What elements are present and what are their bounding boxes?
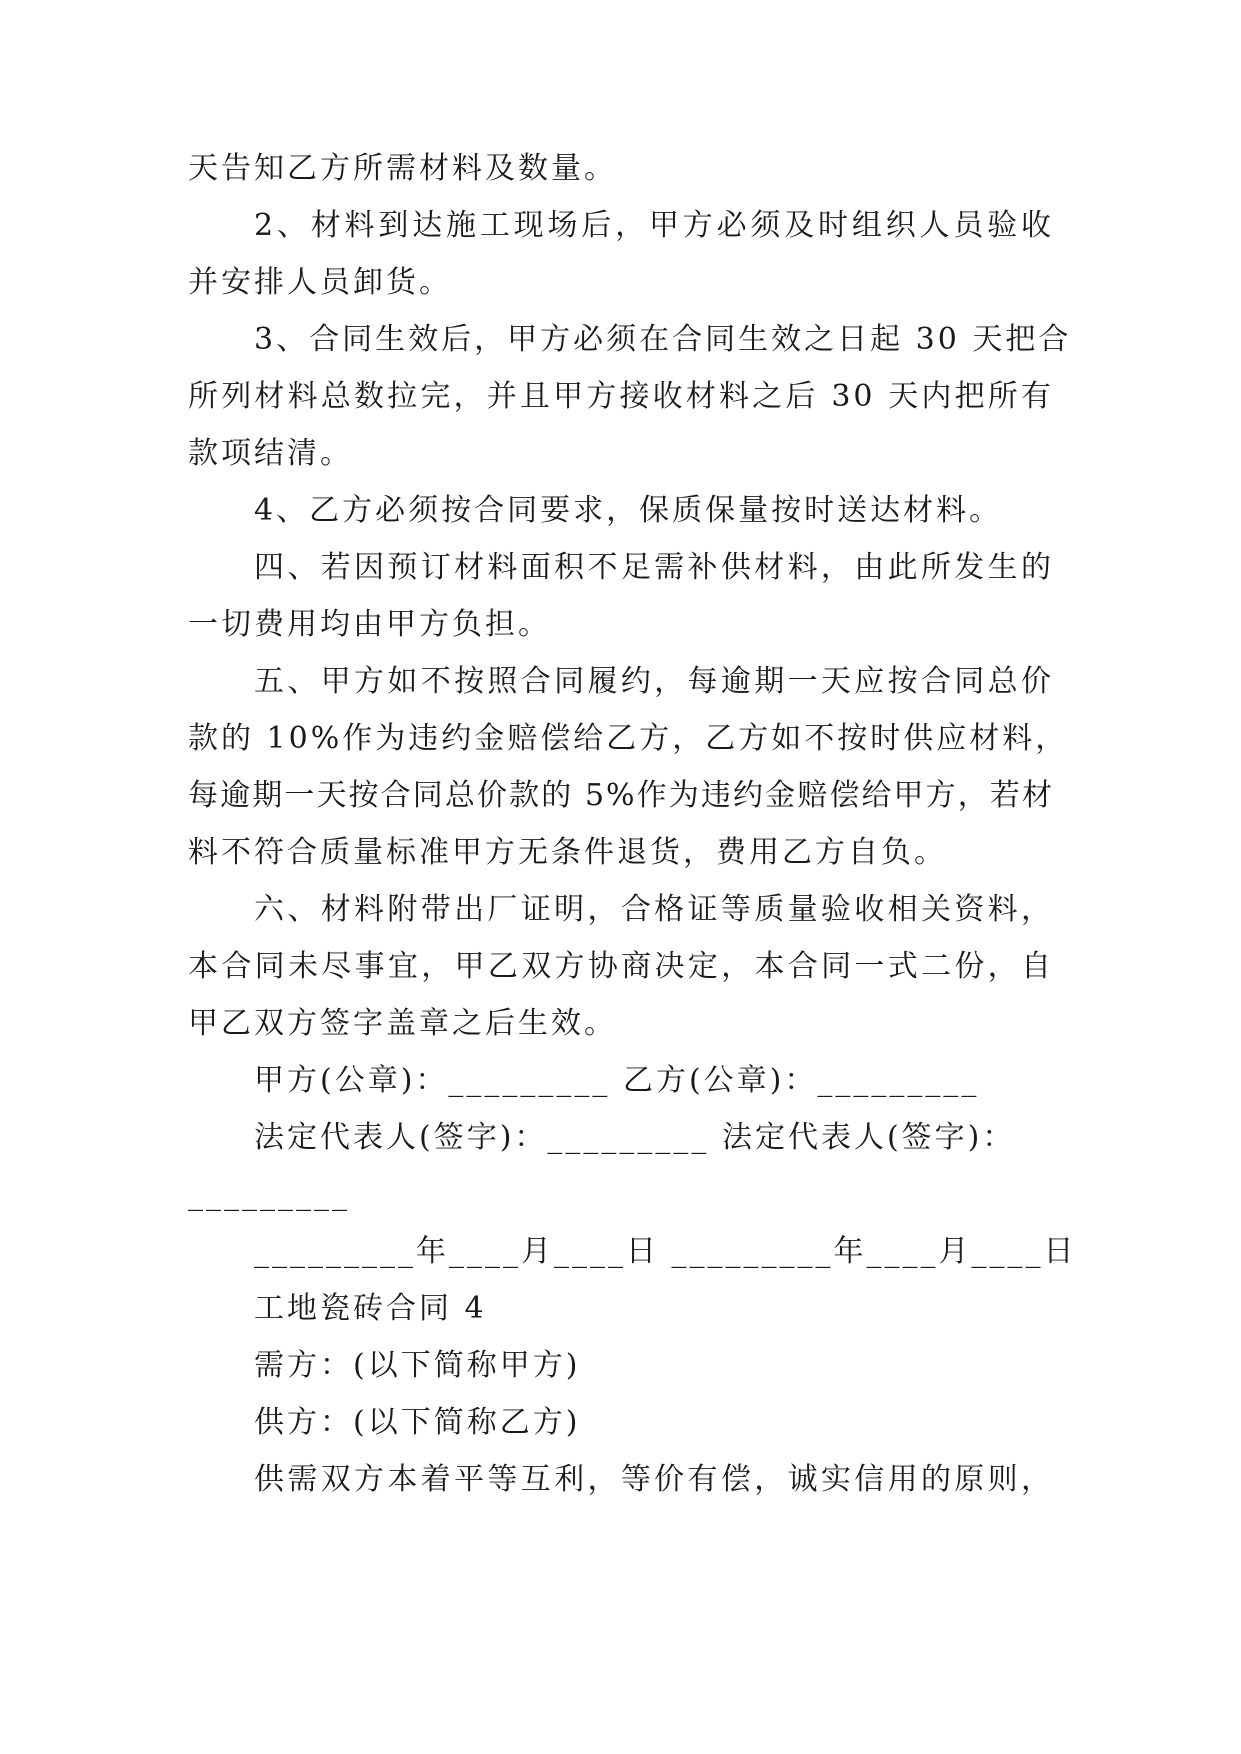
text-line: 供需双方本着平等互利，等价有偿，诚实信用的原则， — [254, 1462, 1054, 1497]
signature-line-blank: _________ — [188, 1177, 350, 1212]
text-line: 料不符合质量标准甲方无条件退货，费用乙方自负。 — [188, 835, 947, 870]
text-line: 2、材料到达施工现场后，甲方必须及时组织人员验收 — [254, 208, 1054, 243]
text-line: 供方：(以下简称乙方) — [254, 1405, 581, 1440]
section-title: 工地瓷砖合同 4 — [254, 1291, 487, 1326]
text-line: 每逾期一天按合同总价款的 5%作为违约金赔偿给甲方，若材 — [188, 778, 1054, 813]
text-line: 五、甲方如不按照合同履约，每逾期一天应按合同总价 — [254, 664, 1054, 699]
text-line: 并安排人员卸货。 — [188, 265, 452, 300]
text-line: 六、材料附带出厂证明，合格证等质量验收相关资料， — [254, 892, 1054, 927]
text-line: 需方：(以下简称甲方) — [254, 1348, 581, 1383]
text-line: 天告知乙方所需材料及数量。 — [188, 151, 617, 186]
text-line: 本合同未尽事宜，甲乙双方协商决定，本合同一式二份，自 — [188, 949, 1054, 984]
text-line: 款的 10%作为违约金赔偿给乙方，乙方如不按时供应材料， — [188, 721, 1069, 756]
signature-line-seal: 甲方(公章)：_________ 乙方(公章)：_________ — [254, 1063, 980, 1098]
text-line: 3、合同生效后，甲方必须在合同生效之日起 30 天把合 — [254, 322, 1072, 357]
text-line: 4、乙方必须按合同要求，保质保量按时送达材料。 — [254, 493, 1003, 528]
text-line: 所列材料总数拉完，并且甲方接收材料之后 30 天内把所有 — [188, 379, 1054, 414]
date-line: _________年____月____日 _________年____月____日 — [254, 1234, 1077, 1269]
text-line: 款项结清。 — [188, 436, 353, 471]
text-line: 一切费用均由甲方负担。 — [188, 607, 551, 642]
text-line: 甲乙双方签字盖章之后生效。 — [188, 1006, 617, 1041]
text-line: 四、若因预订材料面积不足需补供材料，由此所发生的 — [254, 550, 1054, 585]
signature-line-representative: 法定代表人(签字)：_________ 法定代表人(签字)： — [254, 1120, 1016, 1155]
